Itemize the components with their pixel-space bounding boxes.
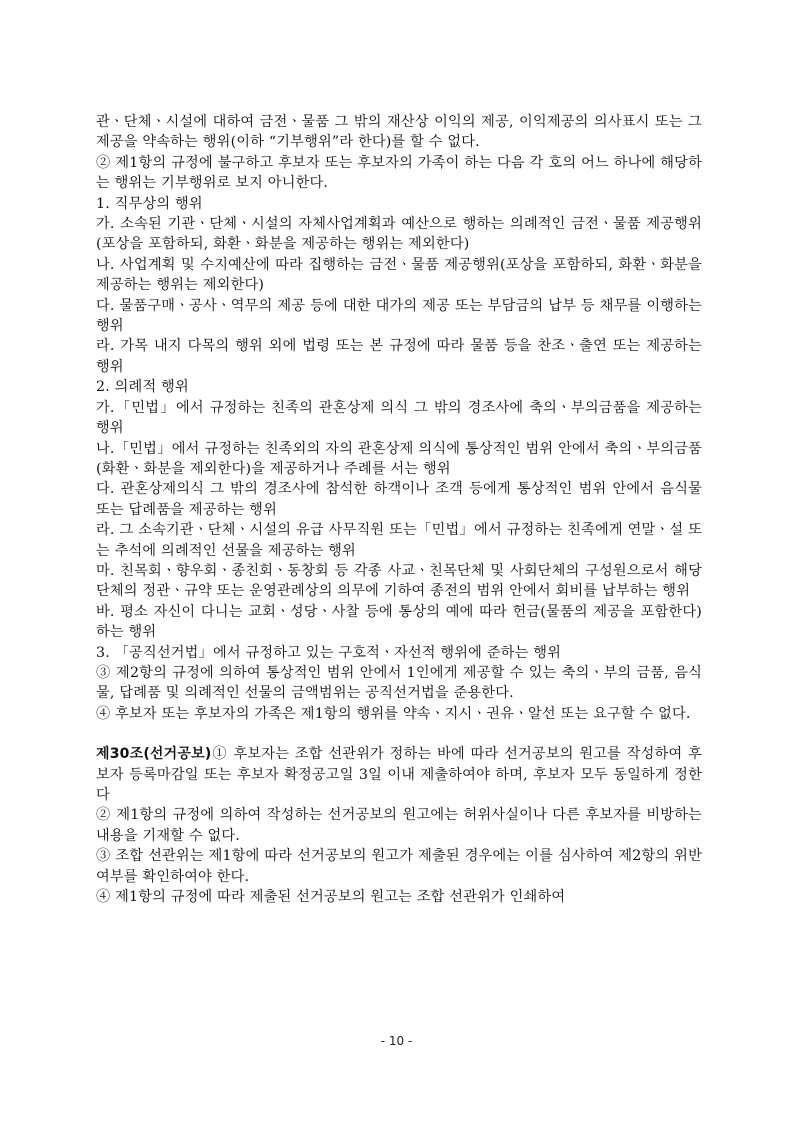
article-clause: ④ 제1항의 규정에 따라 제출된 선거공보의 원고는 조합 선관위가 인쇄하여 [96,889,566,906]
list-item: 나. 사업계획 및 수지예산에 따라 집행하는 금전ㆍ물품 제공행위(포상을 포함하되, 화환ㆍ화분을 제공하는 행위는 제외한다) [96,256,702,294]
list-item: 마. 친목회ㆍ향우회ㆍ종친회ㆍ동창회 등 각종 사교ㆍ친목단체 및 사회단체의 구성원으로서 해당 단체의 정관ㆍ규약 또는 운영관례상의 의무에 기하여 종전의 범위 안에서 회비를 납부하는 행위 [96,562,702,600]
list-item: 가.「민법」에서 규정하는 친족의 관혼상제 의식 그 밖의 경조사에 축의ㆍ부의금품을 제공하는 행위 [96,399,702,437]
paragraph: ② 제1항의 규정에 불구하고 후보자 또는 후보자의 가족이 하는 다음 각 호의 어느 하나에 해당하는 행위는 기부행위로 보지 아니한다. [96,154,702,192]
article-30-clause-1 [96,744,702,805]
list-item: 다. 관혼상제의식 그 밖의 경조사에 참석한 하객이나 조객 등에게 통상적인 범위 안에서 음식물 또는 답례품을 제공하는 행위 [96,481,702,518]
article-text: ① 후보자는 조합 선관위가 정하는 바에 따라 선거공보의 원고를 작성하여 후보자 등록마감일 또는 후보자 확정공고일 3일 이내 제출하여야 하며, 후보자 모두 동일하게 정한다 [96,746,702,803]
list-item: 라. 가목 내지 다목의 행위 외에 법령 또는 본 규정에 따라 물품 등을 찬조ㆍ출연 또는 제공하는 행위 [96,338,702,375]
article-clause: ② 제1항의 규정에 의하여 작성하는 선거공보의 원고에는 허위사실이나 다른 후보자를 비방하는 내용을 기재할 수 없다. [96,807,702,844]
paragraph: ④ 후보자 또는 후보자의 가족은 제1항의 행위를 약속ㆍ지시ㆍ권유ㆍ알선 또는 요구할 수 없다. [96,705,691,722]
list-item: 나.「민법」에서 규정하는 친족외의 자의 관혼상제 의식에 통상적인 범위 안에서 축의ㆍ부의금품(화환ㆍ화분을 제외한다)을 제공하거나 주례를 서는 행위 [96,440,702,477]
list-item: 3. 「공직선거법」에서 규정하고 있는 구호적ㆍ자선적 행위에 준하는 행위 [96,644,562,661]
list-item: 다. 물품구매ㆍ공사ㆍ역무의 제공 등에 대한 대가의 제공 또는 부담금의 납부 등 채무를 이행하는 행위 [96,297,702,335]
list-item: 2. 의례적 행위 [96,379,189,396]
page-number: - 10 - [380,1034,413,1048]
document-body [96,112,702,907]
list-item: 바. 평소 자신이 다니는 교회ㆍ성당ㆍ사찰 등에 통상의 예에 따라 헌금(물품의 제공을 포함한다)하는 행위 [96,603,702,641]
section-gap [96,724,702,744]
article-clause: ③ 조합 선관위는 제1항에 따라 선거공보의 원고가 제출된 경우에는 이를 심사하여 제2항의 위반여부를 확인하여야 한다. [96,848,702,885]
list-item: 라. 그 소속기관ㆍ단체ㆍ시설의 유급 사무직원 또는「민법」에서 규정하는 친족에게 연말ㆍ설 또는 추석에 의례적인 선물을 제공하는 행위 [96,522,702,559]
list-item: 1. 직무상의 행위 [96,195,203,212]
article-title: 제30조(선거공보) [96,746,212,763]
paragraph: 관ㆍ단체ㆍ시설에 대하여 금전ㆍ물품 그 밖의 재산상 이익의 제공, 이익제공의 의사표시 또는 그 제공을 약속하는 행위(이하 “기부행위”라 한다)를 할 수 없다. [96,114,702,151]
paragraph: ③ 제2항의 규정에 의하여 통상적인 범위 안에서 1인에게 제공할 수 있는 축의ㆍ부의 금품, 음식물, 답례품 및 의례적인 선물의 금액범위는 공직선거법을 준용한다. [96,664,702,702]
list-item: 가. 소속된 기관ㆍ단체ㆍ시설의 자체사업계획과 예산으로 행하는 의례적인 금전ㆍ물품 제공행위(포상을 포함하되, 화환ㆍ화분을 제공하는 행위는 제외한다) [96,216,702,253]
